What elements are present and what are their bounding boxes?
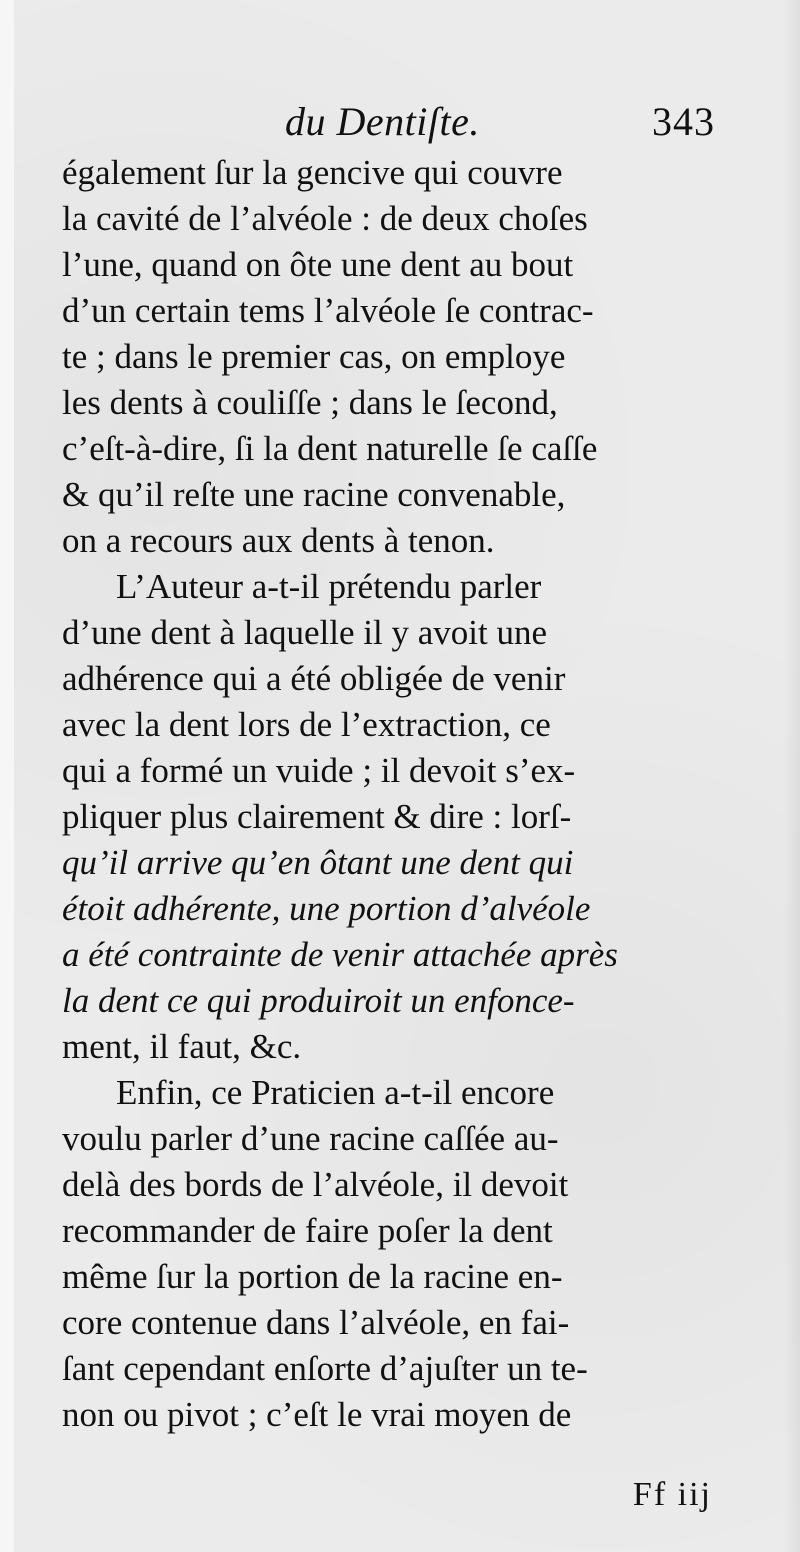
text-line: d’un certain tems l’alvéole ſe contrac- — [62, 291, 594, 330]
signature-mark: Ff iij — [632, 1476, 712, 1513]
italic-text-line: étoit adhérente, une portion d’alvéole — [62, 889, 591, 928]
page-number: 343 — [652, 99, 715, 144]
text-line: on a recours aux dents à tenon. — [62, 521, 495, 560]
text-line: recommander de faire poſer la dent — [62, 1211, 553, 1250]
text-line: ſant cependant enſorte d’ajuſter un te- — [62, 1349, 588, 1388]
italic-text-line: la dent ce qui produiroit un enfonce- — [62, 981, 575, 1020]
page-margin — [0, 0, 14, 1552]
text-line: voulu parler d’une racine caſſée au- — [62, 1119, 559, 1158]
text-line: d’une dent à laquelle il y avoit une — [62, 613, 547, 652]
text-block — [62, 150, 737, 1438]
text-line: te ; dans le premier cas, on employe — [62, 337, 566, 376]
text-line: & qu’il reſte une racine convenable, — [62, 475, 566, 514]
running-title: du Dentiſte. — [285, 99, 480, 144]
text-line: delà des bords de l’alvéole, il devoit — [62, 1165, 569, 1204]
paragraph-start-line: Enfin, ce Praticien a-t-il encore — [116, 1073, 555, 1112]
text-line: ment, il faut, &c. — [62, 1027, 302, 1066]
text-line: non ou pivot ; c’eſt le vrai moyen de — [62, 1395, 572, 1434]
text-line: l’une, quand on ôte une dent au bout — [62, 245, 574, 284]
paragraph-start-line: L’Auteur a-t-il prétendu parler — [116, 567, 542, 606]
text-line: core contenue dans l’alvéole, en fai- — [62, 1303, 570, 1342]
text-line: adhérence qui a été obligée de venir — [62, 659, 566, 698]
text-line: pliquer plus clairement & dire : lorſ- — [62, 797, 572, 836]
text-line: également ſur la gencive qui couvre — [62, 153, 563, 192]
text-line: les dents à couliſſe ; dans le ſecond, — [62, 383, 558, 422]
text-line: qui a formé un vuide ; il devoit s’ex- — [62, 751, 576, 790]
text-line: c’eſt-à-dire, ſi la dent naturelle ſe caſſe — [62, 429, 598, 468]
text-line: la cavité de l’alvéole : de deux choſes — [62, 199, 588, 238]
italic-text-line: a été contrainte de venir attachée après — [62, 935, 618, 974]
italic-text-line: qu’il arrive qu’en ôtant une dent qui — [62, 843, 574, 882]
text-line: avec la dent lors de l’extraction, ce — [62, 705, 551, 744]
page-header — [285, 98, 715, 148]
text-line: même ſur la portion de la racine en- — [62, 1257, 563, 1296]
